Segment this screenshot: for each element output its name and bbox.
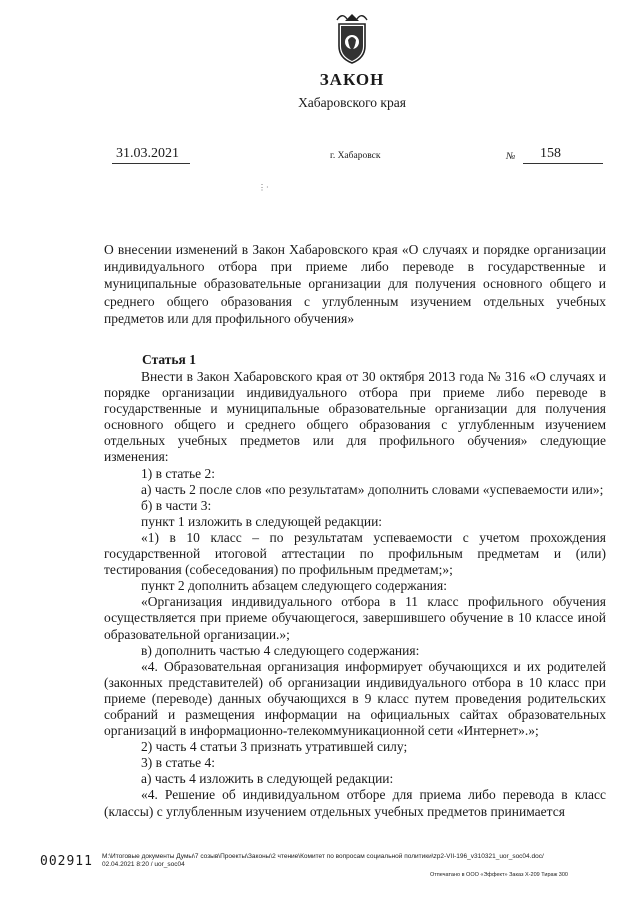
document-title: О внесении изменений в Закон Хабаровского края «О случаях и порядке организации индивидуального отбора при приеме либо переводе в государственные и муниципальные образовательные организации для получения основного общего и среднего общего образования с углубленным изучением отдельных учебных предметов или для профильного обучения»: [104, 242, 606, 326]
paragraph: «Организация индивидуального отбора в 11 класс профильного обучения осуществляется при приеме обучающегося, завершившего обучение в 10 классе иной образовательной организации.»;: [104, 594, 606, 642]
law-city: г. Хабаровск: [330, 151, 381, 161]
coat-of-arms-icon: [331, 10, 373, 66]
scan-speck: ⋮·: [258, 183, 269, 192]
file-path-line: M:\Итоговые документы Думы\7 созыв\Проекты\Законы\2 чтение\Комитет по вопросам социальной политики\zp2-VII-196_v310321_uor_soc04.doc/: [102, 853, 544, 860]
paragraph: 3) в статье 4:: [141, 755, 215, 771]
paragraph: 1) в статье 2:: [141, 465, 215, 481]
paragraph: а) часть 2 после слов «по результатам» дополнить словами «успеваемости или»;: [141, 481, 604, 497]
article-body: [104, 369, 606, 820]
number-underline: [523, 163, 603, 164]
number-sign: №: [506, 151, 516, 162]
article-heading: Статья 1: [142, 352, 196, 367]
document-code: 002911: [40, 854, 93, 869]
law-date: 31.03.2021: [116, 146, 179, 161]
law-number: 158: [540, 146, 561, 161]
file-path: [102, 853, 612, 869]
paragraph: пункт 2 дополнить абзацем следующего содержания:: [141, 578, 447, 594]
law-title: ЗАКОН: [319, 70, 385, 89]
paragraph: 2) часть 4 статьи 3 признать утратившей силу;: [141, 739, 408, 755]
paragraph: пункт 1 изложить в следующей редакции:: [141, 513, 383, 529]
file-path-line: 02.04.2021 8:20 / uor_soc04: [102, 861, 185, 868]
paragraph: «1) в 10 класс – по результатам успеваемости с учетом прохождения государственной итоговой аттестации по профильным предметам и (или) тестирования (собеседования) по профильным предметам;»;: [104, 529, 606, 578]
paragraph: б) в части 3:: [141, 497, 212, 513]
paragraph: а) часть 4 изложить в следующей редакции:: [141, 771, 394, 787]
paragraph: «4. Образовательная организация информирует обучающихся и их родителей (законных представителей) об организации индивидуального отбора в 10 класс при приеме (переводе) данных обучающихся в 9 класс путем проведения родительских собраний и размещения информации на официальных сайтах образовательных организаций в информационно-телекоммуникационной сети «Интернет».»;: [104, 658, 606, 739]
printer-note: Отпечатано в ООО «Эффект» Заказ X-209 Тираж 300: [430, 872, 568, 878]
paragraph: в) дополнить частью 4 следующего содержания:: [141, 642, 420, 658]
paragraph: «4. Решение об индивидуальном отборе для приема либо перевода в класс (классы) с углубленным изучением отдельных учебных предметов принимается: [104, 787, 606, 819]
paragraph: Внести в Закон Хабаровского края от 30 октября 2013 года № 316 «О случаях и порядке организации индивидуального отбора при приеме либо переводе в государственные и муниципальные образовательные организации для получения основного общего и среднего общего образования с углубленным изучением отдельных учебных предметов или для профильного обучения» следующие изменения:: [104, 369, 606, 465]
law-subtitle: Хабаровского края: [298, 95, 406, 110]
date-underline: [112, 163, 190, 164]
